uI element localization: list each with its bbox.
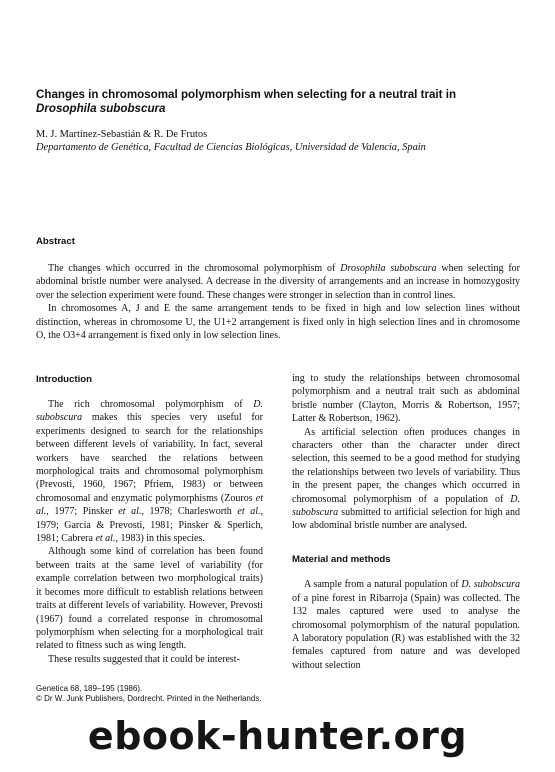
introduction-heading: Introduction <box>36 374 92 385</box>
title-species: Drosophila subobscura <box>36 102 166 115</box>
et-al: et al. <box>118 506 142 518</box>
abstract-heading: Abstract <box>36 236 75 247</box>
methods-heading: Material and methods <box>292 553 391 565</box>
body-text: of a pine forest in Ribarroja (Spain) was collected. The 132 males captured were used to analyse the chromosomal polymorphism of the natural population. A laboratory population (R) was established with the 32 females captured from nature and was developed without selection <box>292 592 520 671</box>
abstract-text: The changes which occurred in the chromosomal polymorphism of <box>48 263 341 274</box>
copyright-line: © Dr W. Junk Publishers, Dordrecht. Printed in the Netherlands. <box>36 694 262 703</box>
paper-title <box>36 88 506 116</box>
body-text: The rich chromosomal polymorphism of <box>48 399 254 410</box>
et-al: et al. <box>95 533 116 545</box>
body-text: As artificial selection often produces changes in characters other than the character under direct selection, this seemed to be a good method for studying the relationships between two levels of variability. Thus in the present paper, the changes which occurred in chromosomal polymorphism of a population of <box>292 426 520 505</box>
intro-paragraph: Although some kind of correlation has been found between traits at the same level of variability (for example correlation between two morphological traits) it becomes more difficult to establish relations between traits at different levels of variability. However, Prevosti (1967) found a correlated response in chromosomal polymorphism when selecting for a morphological trait related to fitness such as wing length. <box>36 546 263 652</box>
body-text: , 1977; Pinsker <box>46 506 119 518</box>
right-column <box>292 372 520 672</box>
methods-paragraph <box>292 578 520 672</box>
body-text: makes this species very useful for experiments designed to search for the relationships between different levels of variability. In fact, several workers have searched the relations between morphological traits and chromosomal polymorphism (Prevosti, 1960, 1967; Pfriem, 1983) or between chromosomal and enzymatic polymorphisms (Zouros <box>36 412 263 504</box>
publication-footer <box>36 684 262 704</box>
intro-paragraph: These results suggested that it could be interest- <box>48 653 240 665</box>
et-al: et al. <box>36 492 263 518</box>
abstract-body <box>36 262 520 342</box>
intro-paragraph <box>36 398 263 545</box>
author-list: M. J. Martínez-Sebastián & R. De Frutos <box>36 129 208 140</box>
left-column <box>36 398 263 666</box>
body-text: , 1978; Charlesworth <box>141 506 238 518</box>
body-text: submitted to artificial selection for high and low abdominal bristle number are analysed. <box>292 507 520 532</box>
abstract-paragraph: In chromosomes A, J and E the same arrangement tends to be fixed in high and low selection lines without distinction, whereas in chromosome U, the U1+2 arrangement is fixed only in high selection lines and in chromosome O, the O3+4 arrangement is fixed only in low selection lines. <box>36 303 520 342</box>
body-text: , 1983) in this species. <box>115 533 205 545</box>
species-name: D. subobscura <box>461 579 520 591</box>
abstract-paragraph <box>36 262 520 302</box>
title-text: Changes in chromosomal polymorphism when selecting for a neutral trait in <box>36 88 457 101</box>
affiliation: Departamento de Genética, Facultad de Ciencias Biológicas, Universidad de Valencia, Spain <box>36 142 426 153</box>
species-name: D. subobscura <box>36 399 263 424</box>
abstract-text: when selecting for abdominal bristle number were analysed. A decrease in the diversity of arrangements and an increase in homozygosity over the selection experiment were found. These changes were stronger in selection than in control lines. <box>36 263 520 301</box>
body-text: , 1979; García & Prevosti, 1981; Pinsker & Sperlich, 1981; Cabrera <box>36 506 263 545</box>
species-name: D. subobscura <box>292 493 520 519</box>
watermark: ebook-hunter.org <box>87 714 468 758</box>
species-name: Drosophila subobscura <box>340 263 437 274</box>
intro-paragraph <box>292 426 520 533</box>
intro-paragraph-continued: ing to study the relationships between chromosomal polymorphism and a neutral trait such as abdominal bristle number (Clayton, Morris & Robertson, 1957; Latter & Robertson, 1962). <box>292 373 520 425</box>
et-al: et al. <box>237 506 261 518</box>
body-text: A sample from a natural population of <box>304 579 462 591</box>
journal-citation: Genetica 68, 189–195 (1986). <box>36 684 143 693</box>
